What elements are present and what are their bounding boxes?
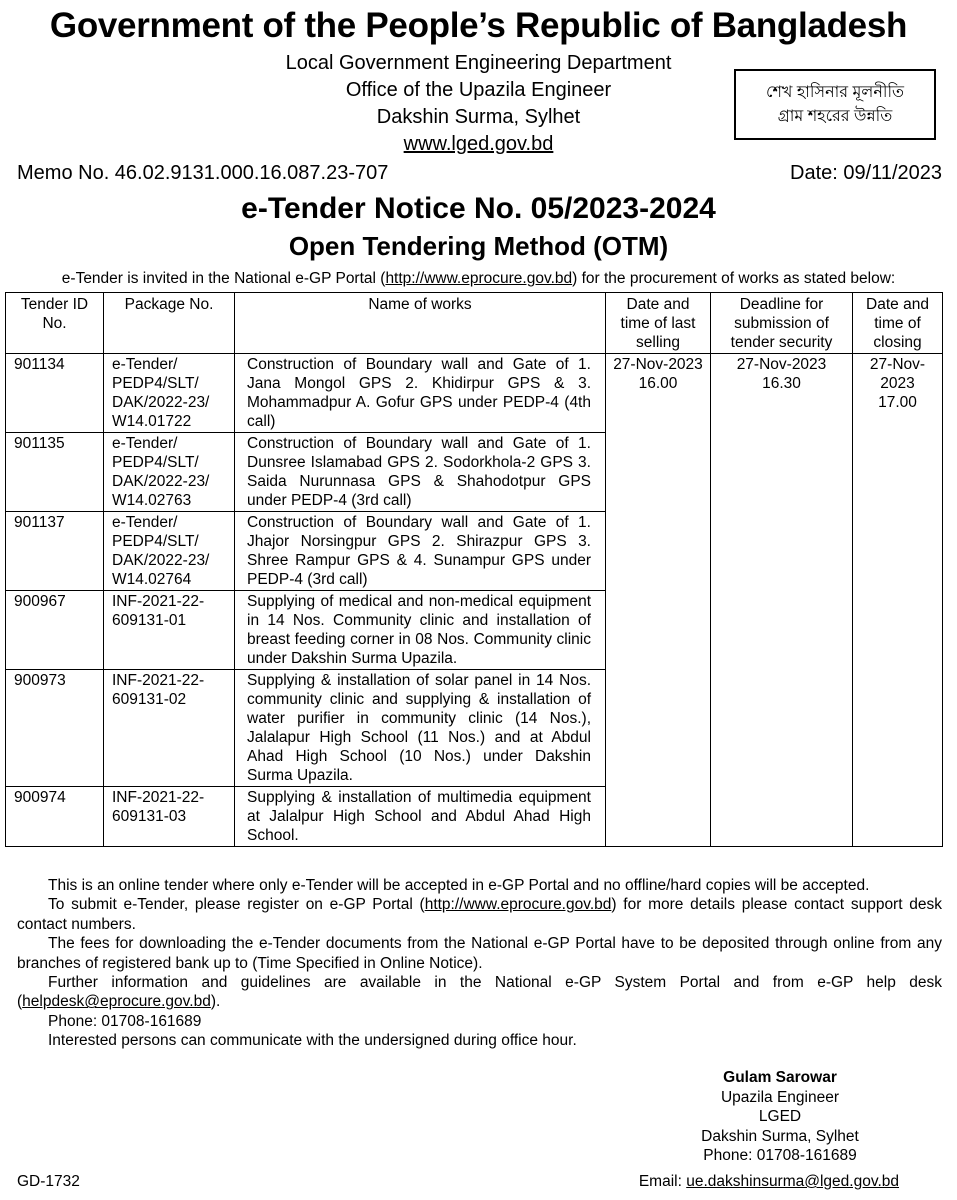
- note-further-info: [17, 973, 942, 1012]
- works-cell: Construction of Boundary wall and Gate of 1. Jhajor Norsingpur GPS 2. Shirazpur GPS 3. Shree Rampur GPS & 4. Sunampur GPS under PEDP-4 (3rd call): [235, 512, 606, 591]
- intro-text-end: ) for the procurement of works as stated below:: [572, 270, 896, 287]
- motto-line-2: গ্রাম শহরের উন্নতি: [777, 108, 893, 125]
- email-label: Email:: [638, 1173, 687, 1190]
- tender-id-cell: 901137: [6, 512, 104, 591]
- works-cell: Construction of Boundary wall and Gate of 1. Jana Mongol GPS 2. Khidirpur GPS & 3. Mohammadpur A. Gofur GPS under PEDP-4 (4th call): [235, 354, 606, 433]
- tendering-method: Open Tendering Method (OTM): [288, 231, 669, 261]
- register-portal-link[interactable]: http://www.eprocure.gov.bd: [424, 896, 612, 914]
- works-cell: Construction of Boundary wall and Gate of 1. Dunsree Islamabad GPS 2. Sodorkhola-2 GPS 3. Saida Nurunnasa GPS & Shahodotpur GPS under PEDP-4 (3rd call): [235, 433, 606, 512]
- header-closing: Date and time of closing: [853, 293, 943, 354]
- signatory-org: LGED: [758, 1108, 802, 1126]
- motto-line-1: শেখ হাসিনার মূলনীতি: [765, 84, 905, 101]
- package-cell: e-Tender/ PEDP4/SLT/ DAK/2022-23/ W14.02763: [104, 433, 235, 512]
- note-info-start: Further information and guidelines are available in the National e-GP System Portal and from e-GP help desk (: [17, 974, 942, 1011]
- package-cell: INF-2021-22- 609131-03: [104, 787, 235, 847]
- last-selling-date: 27-Nov-2023: [613, 356, 703, 373]
- note-communicate: Interested persons can communicate with the undersigned during office hour.: [48, 1032, 577, 1050]
- note-register: [17, 895, 942, 934]
- table-header-row: [6, 293, 943, 354]
- note-info-end: ).: [210, 993, 221, 1011]
- eprocure-link[interactable]: http://www.eprocure.gov.bd: [385, 270, 573, 287]
- note-online-only: This is an online tender where only e-Tender will be accepted in e-GP Portal and no offline/hard copies will be accepted.: [48, 877, 870, 894]
- note-fees: The fees for downloading the e-Tender documents from the National e-GP Portal have to be deposited through online from any branches of registered bank up to (Time Specified in Online Notice).: [17, 935, 942, 972]
- signatory-designation: Upazila Engineer: [720, 1088, 840, 1106]
- tender-id-cell: 901135: [6, 433, 104, 512]
- website-link-text[interactable]: www.lged.gov.bd: [403, 133, 554, 155]
- header-package-no: Package No.: [104, 293, 235, 354]
- closing-time: 17.00: [878, 394, 917, 411]
- office-location: Dakshin Surma, Sylhet: [376, 106, 581, 128]
- office-name: Office of the Upazila Engineer: [345, 79, 612, 101]
- signatory-phone: Phone: 01708-161689: [703, 1147, 857, 1165]
- header-tender-id: Tender ID No.: [6, 293, 104, 354]
- package-cell: e-Tender/ PEDP4/SLT/ DAK/2022-23/ W14.02764: [104, 512, 235, 591]
- government-title: Government of the People’s Republic of Bangladesh: [49, 6, 908, 45]
- header-last-selling: Date and time of last selling: [606, 293, 711, 354]
- tender-security-date: 27-Nov-2023: [736, 356, 827, 373]
- package-cell: INF-2021-22- 609131-02: [104, 670, 235, 787]
- works-cell: Supplying & installation of solar panel in 14 Nos. community clinic and supplying & installation of water purifier in community clinic (14 Nos.), Jalalapur High School (11 Nos.) and at Abdul Ahad High School (10 Nos.) under Dakshin Surma Upazila.: [235, 670, 606, 787]
- tender-id-cell: 901134: [6, 354, 104, 433]
- intro-text-start: e-Tender is invited in the National e-GP Portal (: [61, 270, 386, 287]
- notice-title: e-Tender Notice No. 05/2023-2024: [241, 192, 716, 225]
- note-register-end: ) for more details please contact support desk contact numbers.: [17, 896, 943, 933]
- tender-security-cell: [711, 354, 853, 847]
- closing-date: 27-Nov-2023: [869, 356, 926, 392]
- table-row: [6, 354, 943, 433]
- intro-text: [0, 268, 957, 290]
- signature-block: [620, 1068, 940, 1166]
- department-name: Local Government Engineering Department: [285, 52, 672, 74]
- last-selling-cell: [606, 354, 711, 847]
- tender-id-cell: 900973: [6, 670, 104, 787]
- tender-id-cell: 900967: [6, 591, 104, 670]
- works-cell: Supplying & installation of multimedia equipment at Jalalpur High School and Abdul Ahad High School.: [235, 787, 606, 847]
- signatory-email: [639, 1172, 899, 1192]
- tender-id-cell: 900974: [6, 787, 104, 847]
- memo-number: Memo No. 46.02.9131.000.16.087.23-707: [17, 162, 389, 184]
- last-selling-time: 16.00: [638, 375, 678, 392]
- header-name-of-works: Name of works: [235, 293, 606, 354]
- memo-date: Date: 09/11/2023: [790, 162, 942, 184]
- package-cell: INF-2021-22- 609131-01: [104, 591, 235, 670]
- package-cell: e-Tender/ PEDP4/SLT/ DAK/2022-23/ W14.01722: [104, 354, 235, 433]
- signatory-email-link[interactable]: ue.dakshinsurma@lged.gov.bd: [686, 1173, 899, 1190]
- tender-table: [5, 292, 943, 847]
- memo-row: [17, 160, 942, 186]
- signatory-name: Gulam Sarowar: [723, 1069, 837, 1086]
- closing-cell: [853, 354, 943, 847]
- tender-notes: [17, 876, 942, 1051]
- header-tender-security: Deadline for submission of tender security: [711, 293, 853, 354]
- signatory-place: Dakshin Surma, Sylhet: [701, 1127, 859, 1145]
- reference-code: GD-1732: [17, 1173, 80, 1190]
- motto-box: [734, 69, 936, 140]
- note-register-start: To submit e-Tender, please register on e-GP Portal (: [48, 896, 425, 914]
- helpdesk-email-link[interactable]: helpdesk@eprocure.gov.bd: [22, 993, 211, 1011]
- tender-security-time: 16.30: [762, 375, 801, 392]
- works-cell: Supplying of medical and non-medical equipment in 14 Nos. Community clinic and installation of breast feeding corner in 08 Nos. Community clinic under Dakshin Surma Upazila.: [235, 591, 606, 670]
- note-phone: Phone: 01708-161689: [48, 1012, 202, 1030]
